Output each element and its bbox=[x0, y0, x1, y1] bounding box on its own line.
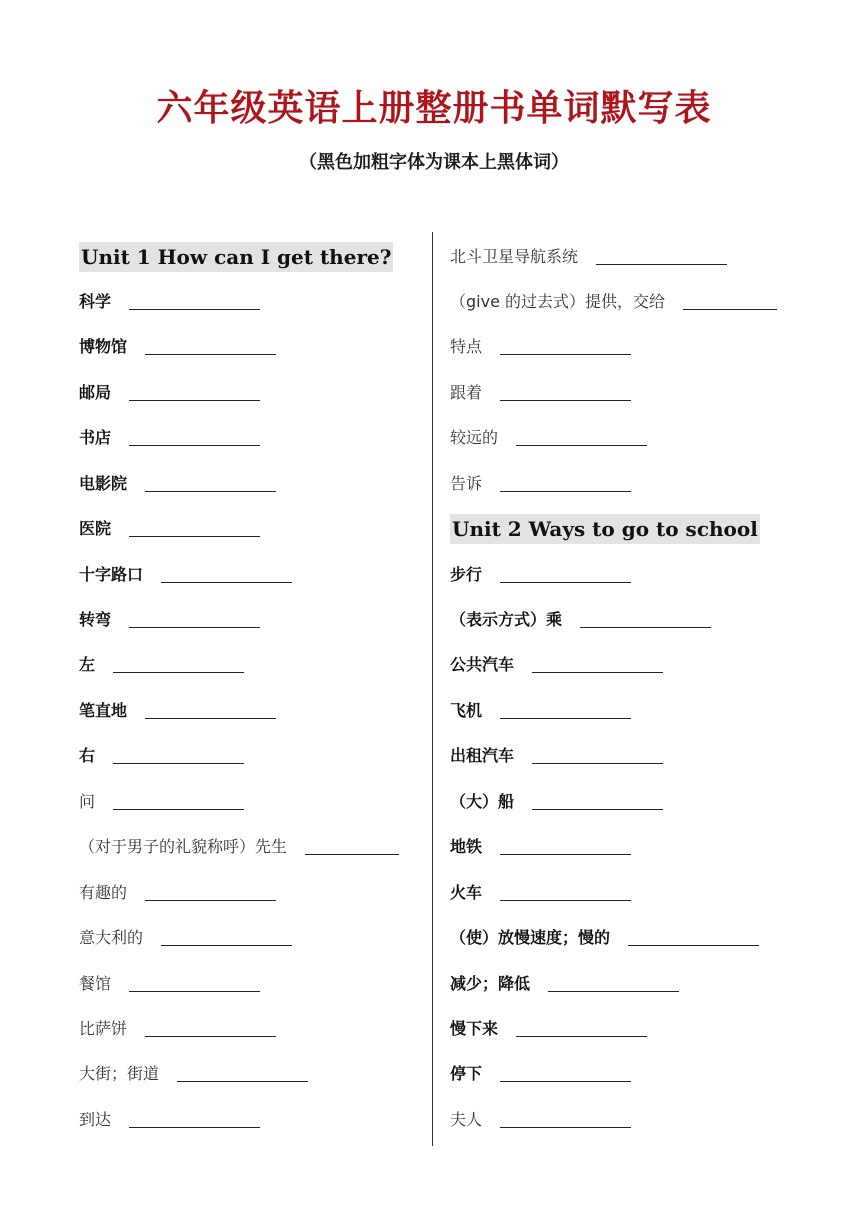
vocab-row bbox=[450, 287, 777, 317]
vocab-row bbox=[79, 923, 292, 953]
vocab-label: 告诉 bbox=[450, 474, 483, 493]
vocab-row bbox=[79, 469, 276, 499]
answer-blank[interactable] bbox=[516, 445, 647, 446]
vocab-row bbox=[79, 1059, 308, 1089]
vocab-label: 北斗卫星导航系统 bbox=[450, 247, 579, 266]
vocab-row bbox=[450, 605, 711, 635]
answer-blank[interactable] bbox=[500, 1127, 631, 1128]
vocab-row bbox=[79, 287, 260, 317]
vocab-label: 停下 bbox=[450, 1064, 483, 1083]
vocab-row bbox=[79, 514, 260, 544]
vocab-label: 科学 bbox=[79, 292, 112, 311]
vocab-row bbox=[450, 969, 679, 999]
answer-blank[interactable] bbox=[161, 582, 292, 583]
vocab-label: （表示方式）乘 bbox=[450, 610, 563, 629]
vocab-label: 意大利的 bbox=[79, 928, 144, 947]
unit-2-heading: Unit 2 Ways to go to school bbox=[450, 514, 760, 544]
answer-blank[interactable] bbox=[145, 491, 276, 492]
vocab-label: 比萨饼 bbox=[79, 1019, 128, 1038]
vocab-row bbox=[450, 378, 631, 408]
vocab-row bbox=[450, 787, 663, 817]
answer-blank[interactable] bbox=[596, 264, 727, 265]
answer-blank[interactable] bbox=[628, 945, 759, 946]
vocab-label: 步行 bbox=[450, 565, 483, 584]
vocab-row bbox=[450, 741, 663, 771]
answer-blank[interactable] bbox=[516, 1036, 647, 1037]
answer-blank[interactable] bbox=[500, 900, 631, 901]
answer-blank[interactable] bbox=[177, 1081, 308, 1082]
vocab-row bbox=[79, 741, 244, 771]
vocab-row bbox=[450, 423, 647, 453]
vocab-label: 特点 bbox=[450, 337, 483, 356]
answer-blank[interactable] bbox=[500, 1081, 631, 1082]
unit-heading-row bbox=[79, 242, 393, 272]
page-title: 六年级英语上册整册书单词默写表 bbox=[156, 87, 712, 129]
vocab-row bbox=[79, 423, 260, 453]
answer-blank[interactable] bbox=[532, 809, 663, 810]
vocab-label: 邮局 bbox=[79, 383, 112, 402]
vocab-row bbox=[79, 832, 399, 862]
vocab-row bbox=[79, 378, 260, 408]
vocab-label: 大街；街道 bbox=[79, 1064, 160, 1083]
vocab-row bbox=[450, 1059, 631, 1089]
vocab-label: 到达 bbox=[79, 1110, 112, 1129]
answer-blank[interactable] bbox=[532, 672, 663, 673]
vocab-label: 慢下来 bbox=[450, 1019, 499, 1038]
answer-blank[interactable] bbox=[548, 991, 679, 992]
vocab-row bbox=[79, 696, 276, 726]
answer-blank[interactable] bbox=[145, 1036, 276, 1037]
vocab-label: 有趣的 bbox=[79, 883, 128, 902]
vocab-row bbox=[79, 1105, 260, 1135]
answer-blank[interactable] bbox=[129, 536, 260, 537]
answer-blank[interactable] bbox=[129, 991, 260, 992]
vocab-label: 公共汽车 bbox=[450, 655, 515, 674]
vocab-row bbox=[79, 1014, 276, 1044]
vocab-row bbox=[450, 878, 631, 908]
answer-blank[interactable] bbox=[145, 354, 276, 355]
vocab-label: （大）船 bbox=[450, 792, 515, 811]
vocab-label: 医院 bbox=[79, 519, 112, 538]
vocab-row bbox=[450, 1105, 631, 1135]
answer-blank[interactable] bbox=[145, 718, 276, 719]
answer-blank[interactable] bbox=[113, 763, 244, 764]
vocab-label: 博物馆 bbox=[79, 337, 128, 356]
answer-blank[interactable] bbox=[683, 309, 777, 310]
vocab-label: 右 bbox=[79, 746, 96, 765]
answer-blank[interactable] bbox=[113, 672, 244, 673]
answer-blank[interactable] bbox=[500, 582, 631, 583]
vocab-label: 笔直地 bbox=[79, 701, 128, 720]
vocab-label: 地铁 bbox=[450, 837, 483, 856]
vocab-label: 出租汽车 bbox=[450, 746, 515, 765]
vocab-label: （对于男子的礼貌称呼）先生 bbox=[79, 837, 288, 856]
vocab-label: 火车 bbox=[450, 883, 483, 902]
vocab-label: 较远的 bbox=[450, 428, 499, 447]
answer-blank[interactable] bbox=[113, 809, 244, 810]
vocab-row bbox=[79, 560, 292, 590]
vocab-row bbox=[450, 1014, 647, 1044]
answer-blank[interactable] bbox=[161, 945, 292, 946]
vocab-row bbox=[450, 242, 727, 272]
vocab-row bbox=[79, 605, 260, 635]
vocab-label: （使）放慢速度；慢的 bbox=[450, 928, 611, 947]
vocab-row bbox=[450, 923, 759, 953]
vocab-row bbox=[79, 878, 276, 908]
vocab-label: 问 bbox=[79, 792, 96, 811]
vocab-row bbox=[79, 787, 244, 817]
page-subtitle: （黑色加粗字体为课本上黑体词） bbox=[299, 152, 569, 173]
answer-blank[interactable] bbox=[129, 627, 260, 628]
vocab-row bbox=[450, 469, 631, 499]
vocab-label: 电影院 bbox=[79, 474, 128, 493]
vocab-label: 书店 bbox=[79, 428, 112, 447]
column-divider bbox=[432, 232, 433, 1146]
vocab-label: 飞机 bbox=[450, 701, 483, 720]
vocab-row bbox=[450, 832, 631, 862]
vocab-row bbox=[450, 696, 631, 726]
answer-blank[interactable] bbox=[500, 854, 631, 855]
answer-blank[interactable] bbox=[532, 763, 663, 764]
vocab-row bbox=[450, 560, 631, 590]
unit-heading-row bbox=[450, 514, 760, 544]
vocab-label: 跟着 bbox=[450, 383, 483, 402]
answer-blank[interactable] bbox=[129, 1127, 260, 1128]
vocab-label: 夫人 bbox=[450, 1110, 483, 1129]
answer-blank[interactable] bbox=[305, 854, 399, 855]
vocab-row bbox=[79, 969, 260, 999]
vocab-label: 十字路口 bbox=[79, 565, 144, 584]
answer-blank[interactable] bbox=[580, 627, 711, 628]
vocab-row bbox=[79, 650, 244, 680]
answer-blank[interactable] bbox=[129, 400, 260, 401]
answer-blank[interactable] bbox=[129, 309, 260, 310]
answer-blank[interactable] bbox=[129, 445, 260, 446]
answer-blank[interactable] bbox=[500, 491, 631, 492]
answer-blank[interactable] bbox=[500, 718, 631, 719]
answer-blank[interactable] bbox=[145, 900, 276, 901]
vocab-label: 餐馆 bbox=[79, 974, 112, 993]
vocab-row bbox=[79, 332, 276, 362]
vocab-row bbox=[450, 650, 663, 680]
vocab-label: 左 bbox=[79, 655, 96, 674]
vocab-label: （give 的过去式）提供，交给 bbox=[450, 292, 666, 311]
vocab-row bbox=[450, 332, 631, 362]
unit-1-heading: Unit 1 How can I get there? bbox=[79, 242, 393, 272]
answer-blank[interactable] bbox=[500, 400, 631, 401]
answer-blank[interactable] bbox=[500, 354, 631, 355]
vocab-label: 减少；降低 bbox=[450, 974, 531, 993]
vocab-label: 转弯 bbox=[79, 610, 112, 629]
